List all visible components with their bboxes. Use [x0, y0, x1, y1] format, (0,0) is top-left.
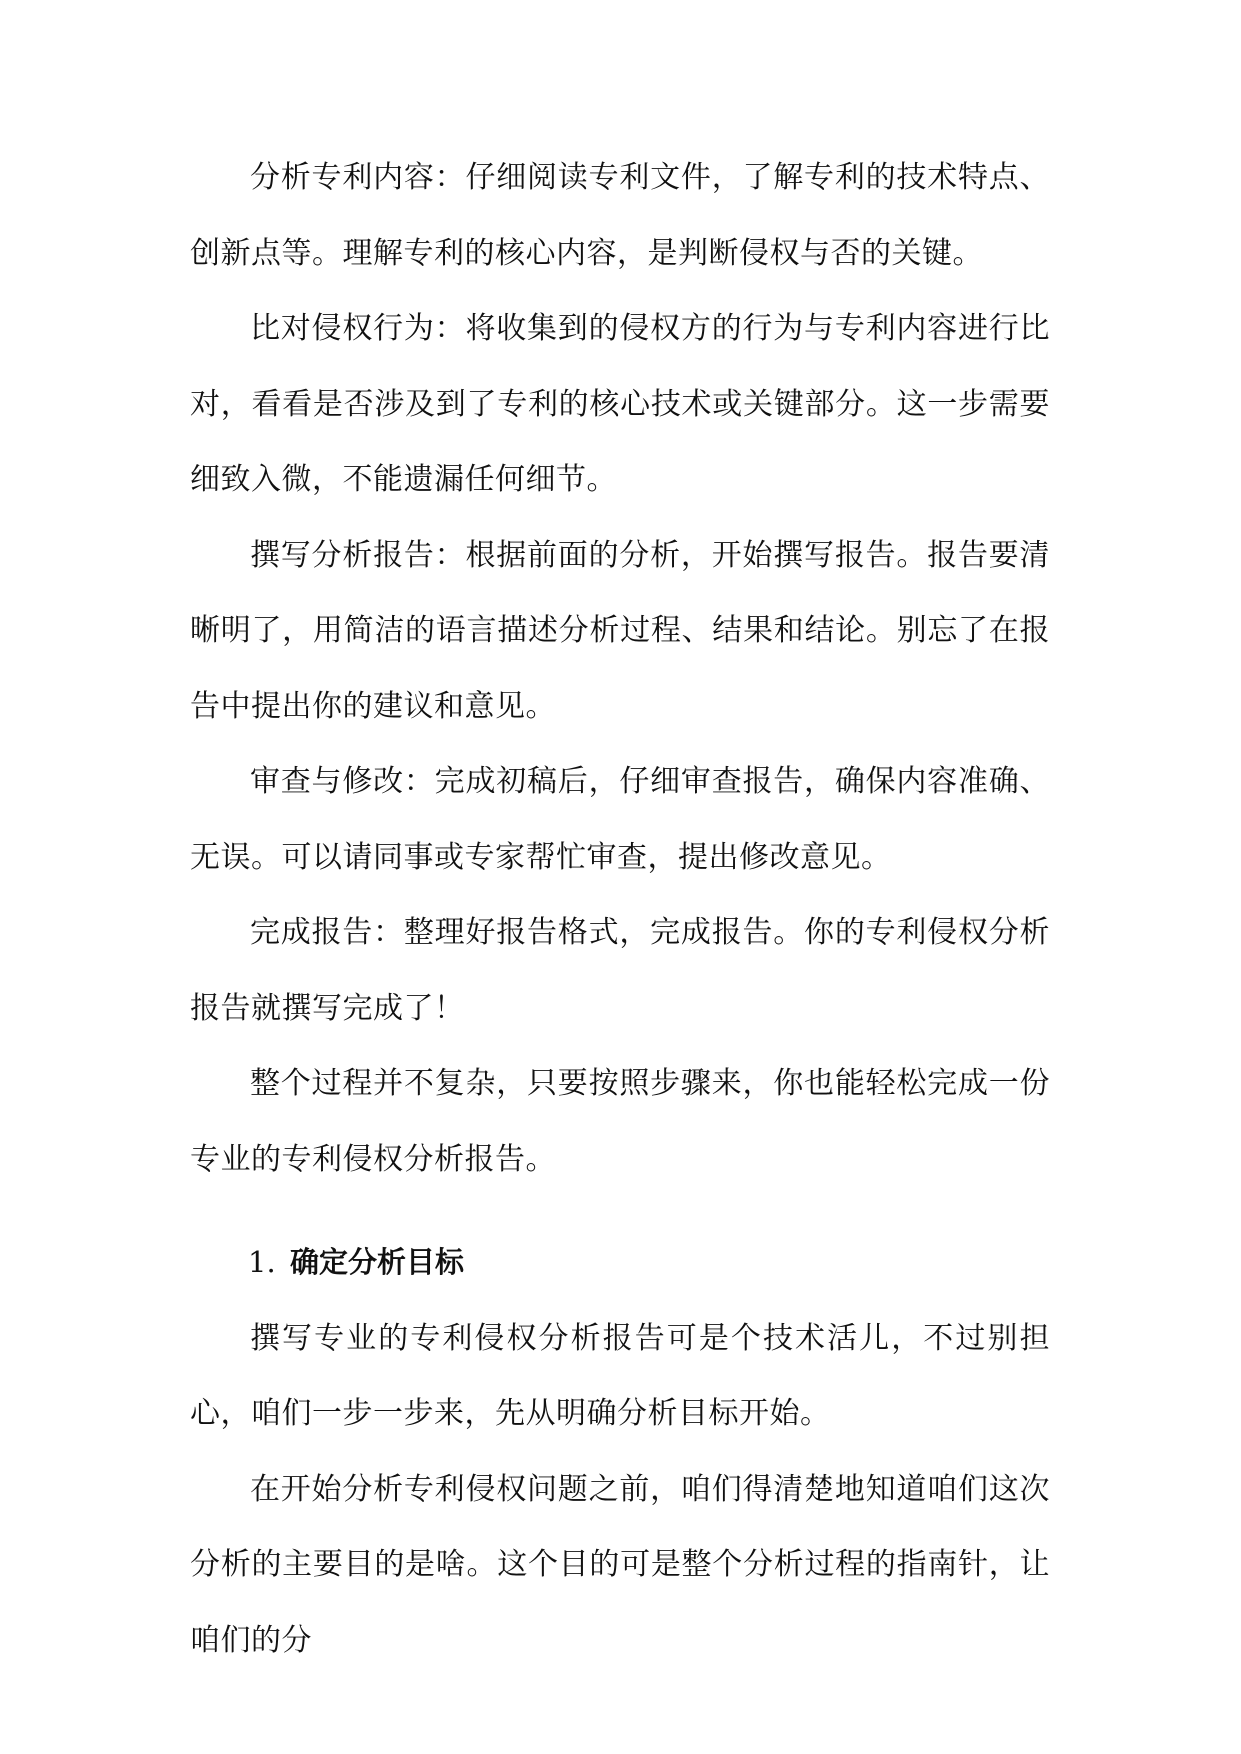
- document-body: [190, 140, 1050, 1678]
- paragraph-write-report: 撰写分析报告：根据前面的分析，开始撰写报告。报告要清晰明了，用简洁的语言描述分析过程、结果和结论。别忘了在报告中提出你的建议和意见。: [190, 537, 1050, 724]
- paragraph-compare-infringement: 比对侵权行为：将收集到的侵权方的行为与专利内容进行比对，看看是否涉及到了专利的核心技术或关键部分。这一步需要细致入微，不能遗漏任何细节。: [190, 311, 1050, 497]
- paragraph-intro: 撰写专业的专利侵权分析报告可是个技术活儿，不过别担心，咱们一步一步来，先从明确分析目标开始。: [190, 1320, 1050, 1431]
- paragraph-review-revise: 审查与修改：完成初稿后，仔细审查报告，确保内容准确、无误。可以请同事或专家帮忙审查，提出修改意见。: [190, 764, 1050, 875]
- paragraph-objective: 在开始分析专利侵权问题之前，咱们得清楚地知道咱们这次分析的主要目的是啥。这个目的可是整个分析过程的指南针，让咱们的分: [190, 1471, 1050, 1658]
- paragraph-complete-report: 完成报告：整理好报告格式，完成报告。你的专利侵权分析报告就撰写完成了！: [190, 915, 1050, 1026]
- section-heading: [190, 1225, 1050, 1301]
- section-title: 确定分析目标: [290, 1245, 465, 1279]
- paragraph-summary: 整个过程并不复杂，只要按照步骤来，你也能轻松完成一份专业的专利侵权分析报告。: [190, 1066, 1050, 1177]
- paragraph-analyze-patent: 分析专利内容：仔细阅读专利文件，了解专利的技术特点、创新点等。理解专利的核心内容，是判断侵权与否的关键。: [190, 160, 1050, 271]
- section-number: 1.: [248, 1245, 276, 1279]
